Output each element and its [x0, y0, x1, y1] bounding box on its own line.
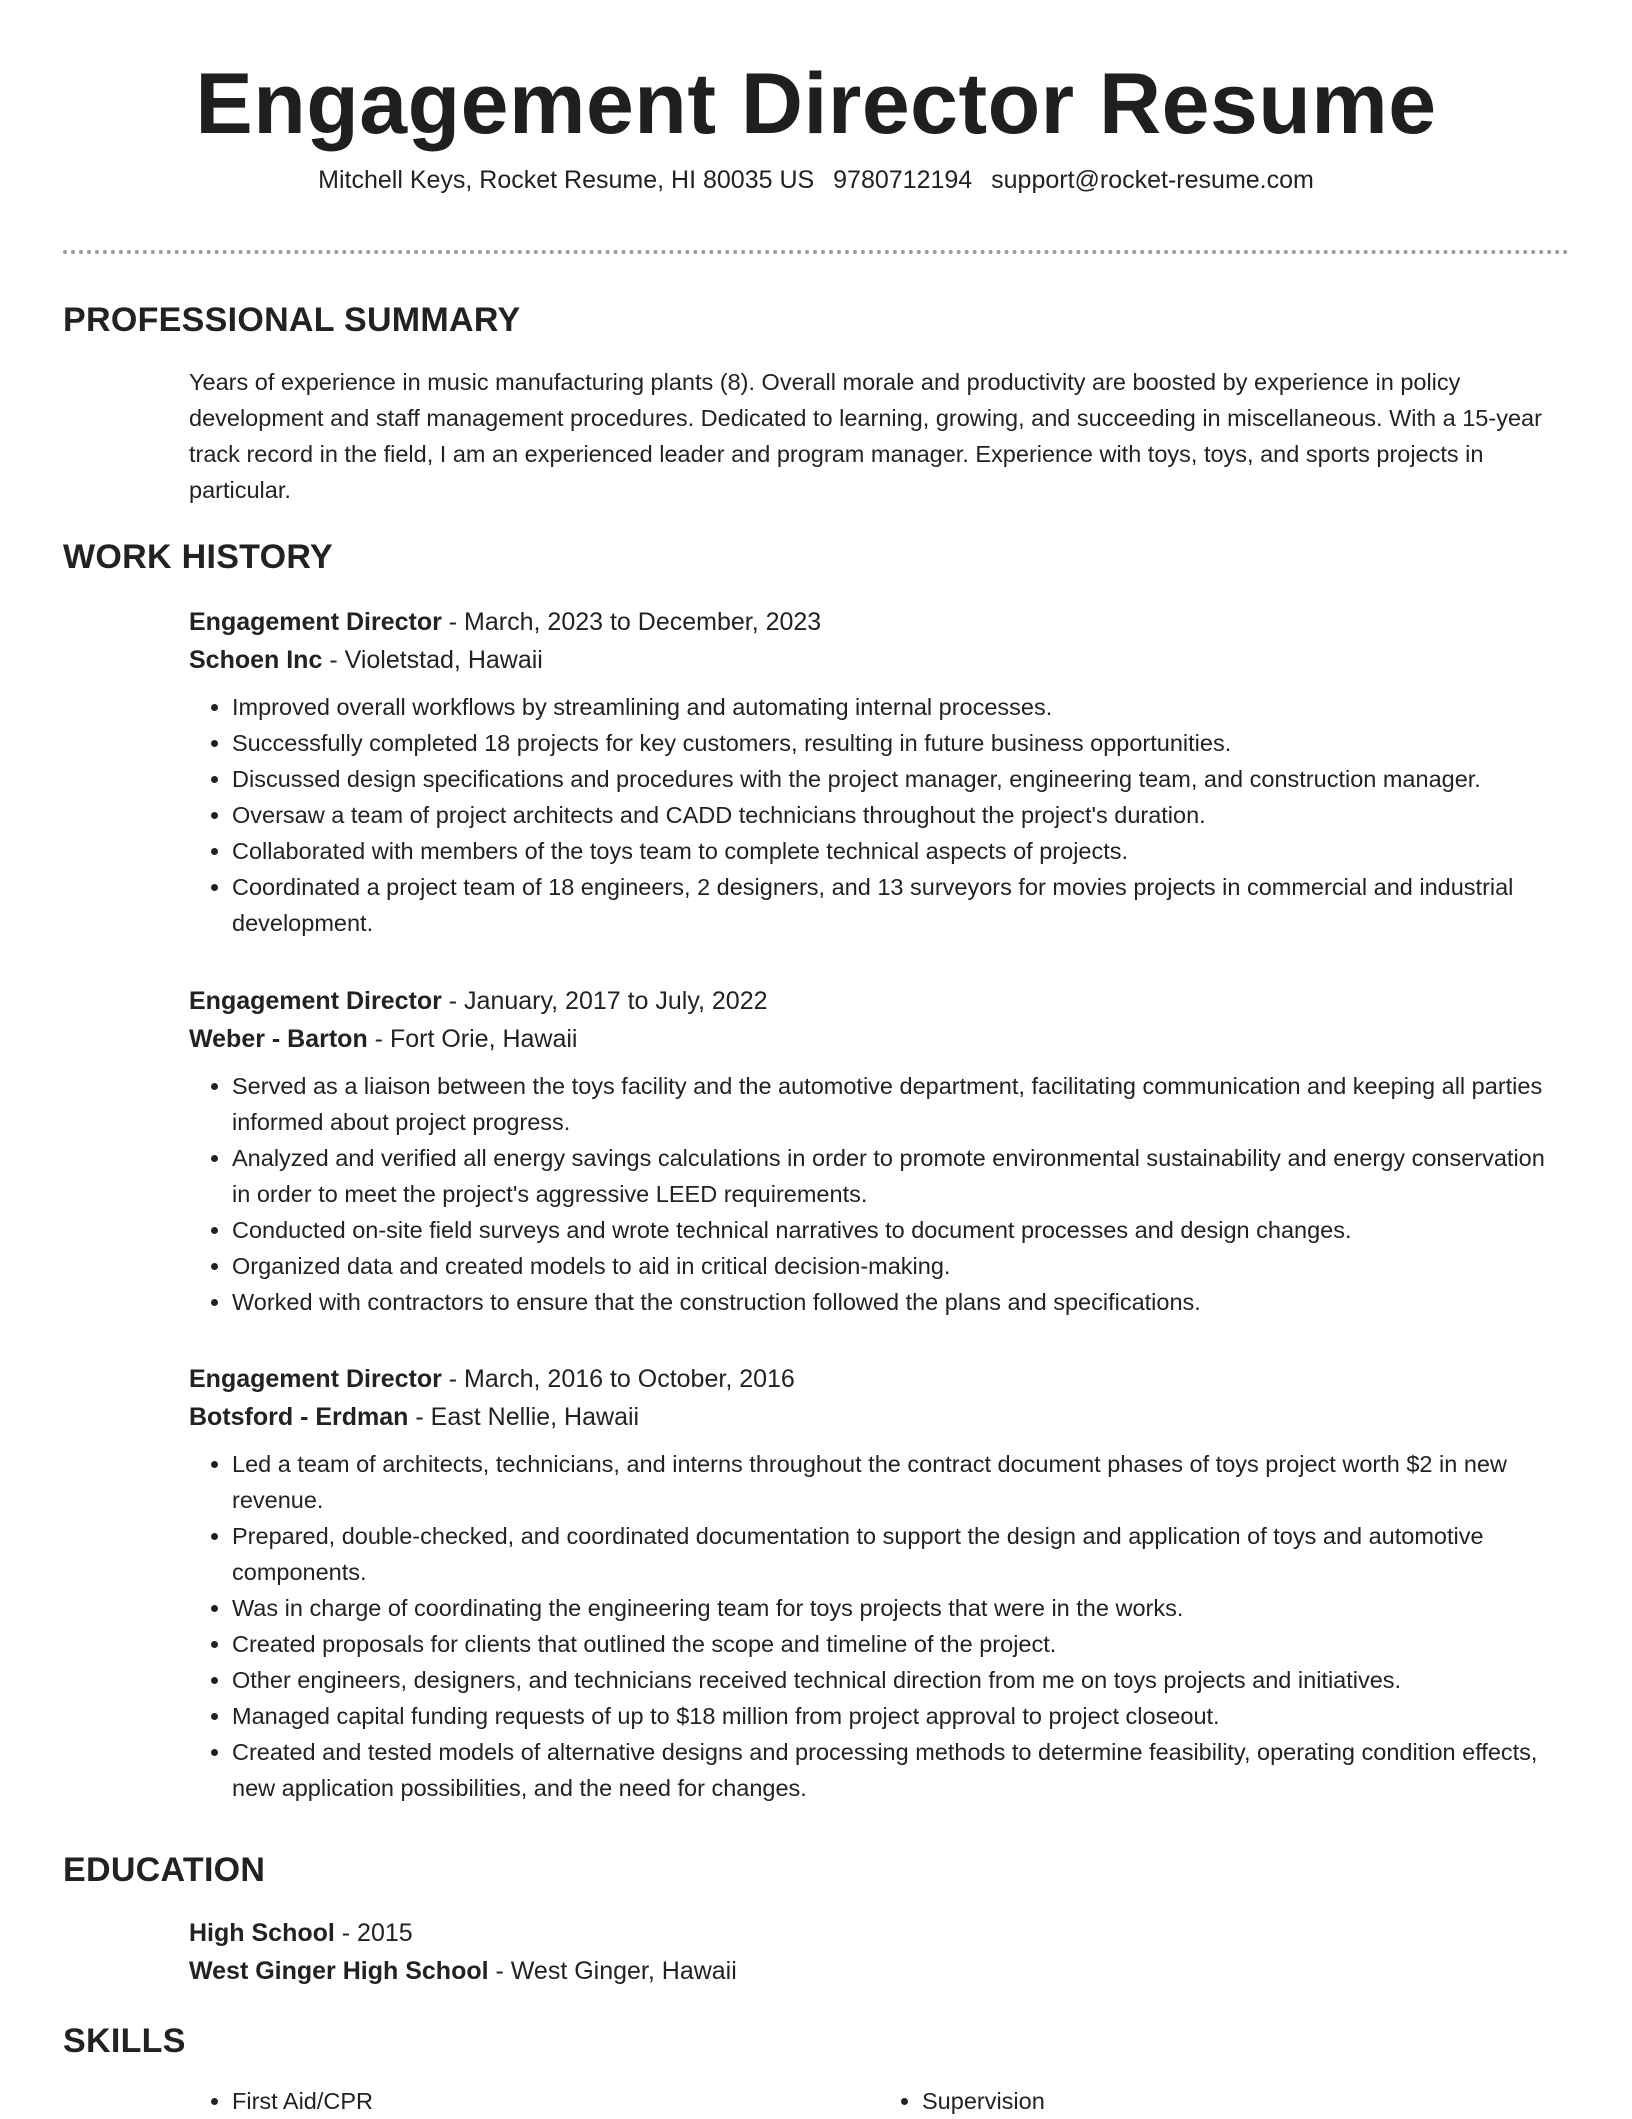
bullet-item: • Conducted on-site field surveys and wrote technical narratives to document processes and design changes. [232, 1212, 1569, 1248]
contact-line [0, 163, 1632, 197]
job-title-line [189, 982, 1569, 1020]
job-title: Engagement Director [189, 608, 442, 636]
bullet-item: • Discussed design specifications and procedures with the project manager, engineering team, and construction manager. [232, 761, 1569, 797]
summary-section [189, 364, 1569, 508]
bullet-item: • Analyzed and verified all energy savings calculations in order to promote environmental sustainability and energy conservation in order to meet the project's aggressive LEED requirements. [232, 1140, 1569, 1212]
bullet-item: • Led a team of architects, technicians, and interns throughout the contract document phases of toys project worth $2 in new revenue. [232, 1446, 1569, 1518]
education-heading: EDUCATION [63, 1851, 266, 1889]
job-location: - Violetstad, Hawaii [322, 646, 543, 674]
job-location: - Fort Orie, Hawaii [367, 1025, 578, 1053]
bullet-item: • Improved overall workflows by streamlining and automating internal processes. [232, 689, 1569, 725]
job-dates: - January, 2017 to July, 2022 [441, 987, 768, 1015]
resume-title: Engagement Director Resume [195, 56, 1437, 152]
summary-text: Years of experience in music manufacturing plants (8). Overall morale and productivity are boosted by experience in policy development and staff management procedures. Dedicated to learning, growing, and succeeding in miscellaneous. With a 15-year track record in the field, I am an experienced leader and program manager. Experience with toys, toys, and sports projects in particular. [189, 369, 1542, 503]
job-title: Engagement Director [189, 987, 442, 1015]
bullet-item: • Collaborated with members of the toys team to complete technical aspects of projects. [232, 833, 1569, 869]
bullet-item: • Successfully completed 18 projects for key customers, resulting in future business opportunities. [232, 725, 1569, 761]
job-title-line [189, 603, 1569, 641]
skills-section [189, 2083, 1569, 2119]
degree: High School [189, 1919, 335, 1947]
bullet-item: • Organized data and created models to aid in critical decision-making. [232, 1248, 1569, 1284]
skill-item: • Supervision [922, 2083, 1569, 2119]
skill-item: • First Aid/CPR [232, 2083, 879, 2119]
bullet-item: • Served as a liaison between the toys facility and the automotive department, facilitating communication and keeping all parties informed about project progress. [232, 1068, 1569, 1140]
job-entry [189, 603, 1569, 941]
job-bullets [189, 1068, 1569, 1320]
header-divider [63, 250, 1569, 254]
job-dates: - March, 2023 to December, 2023 [441, 608, 822, 636]
job-entry [189, 982, 1569, 1320]
degree-year: - 2015 [334, 1919, 413, 1947]
bullet-item: • Worked with contractors to ensure that the construction followed the plans and specifications. [232, 1284, 1569, 1320]
job-company-line [189, 1020, 1569, 1058]
skills-column-1 [189, 2083, 879, 2119]
school-location: - West Ginger, Hawaii [488, 1957, 737, 1985]
bullet-item: • Was in charge of coordinating the engineering team for toys projects that were in the works. [232, 1590, 1569, 1626]
work-history-heading: WORK HISTORY [63, 538, 333, 576]
skills-columns [189, 2083, 1569, 2119]
school-name: West Ginger High School [189, 1957, 489, 1985]
contact-email: support@rocket-resume.com [991, 166, 1314, 194]
bullet-item: • Coordinated a project team of 18 engineers, 2 designers, and 13 surveyors for movies projects in commercial and industrial development. [232, 869, 1569, 941]
contact-phone: 9780712194 [833, 166, 973, 194]
skills-heading: SKILLS [63, 2022, 186, 2060]
job-dates: - March, 2016 to October, 2016 [441, 1365, 795, 1393]
job-title: Engagement Director [189, 1365, 442, 1393]
contact-address: Mitchell Keys, Rocket Resume, HI 80035 US [318, 166, 815, 194]
bullet-item: • Prepared, double-checked, and coordinated documentation to support the design and application of toys and automotive components. [232, 1518, 1569, 1590]
job-title-line [189, 1360, 1569, 1398]
education-entry [189, 1914, 1569, 1990]
bullet-item: • Oversaw a team of project architects and CADD technicians throughout the project's duration. [232, 797, 1569, 833]
job-company: Schoen Inc [189, 646, 323, 674]
bullet-item: • Created and tested models of alternative designs and processing methods to determine feasibility, operating condition effects, new application possibilities, and the need for changes. [232, 1734, 1569, 1806]
job-company: Botsford - Erdman [189, 1403, 409, 1431]
job-bullets [189, 1446, 1569, 1806]
school-line [189, 1952, 1569, 1990]
degree-line [189, 1914, 1569, 1952]
job-location: - East Nellie, Hawaii [408, 1403, 640, 1431]
job-bullets [189, 689, 1569, 941]
job-company-line [189, 1398, 1569, 1436]
job-entry [189, 1360, 1569, 1806]
bullet-item: • Created proposals for clients that outlined the scope and timeline of the project. [232, 1626, 1569, 1662]
bullet-item: • Managed capital funding requests of up to $18 million from project approval to project closeout. [232, 1698, 1569, 1734]
skills-column-2 [879, 2083, 1569, 2119]
job-company: Weber - Barton [189, 1025, 368, 1053]
summary-heading: PROFESSIONAL SUMMARY [63, 301, 521, 339]
bullet-item: • Other engineers, designers, and technicians received technical direction from me on toys projects and initiatives. [232, 1662, 1569, 1698]
job-company-line [189, 641, 1569, 679]
